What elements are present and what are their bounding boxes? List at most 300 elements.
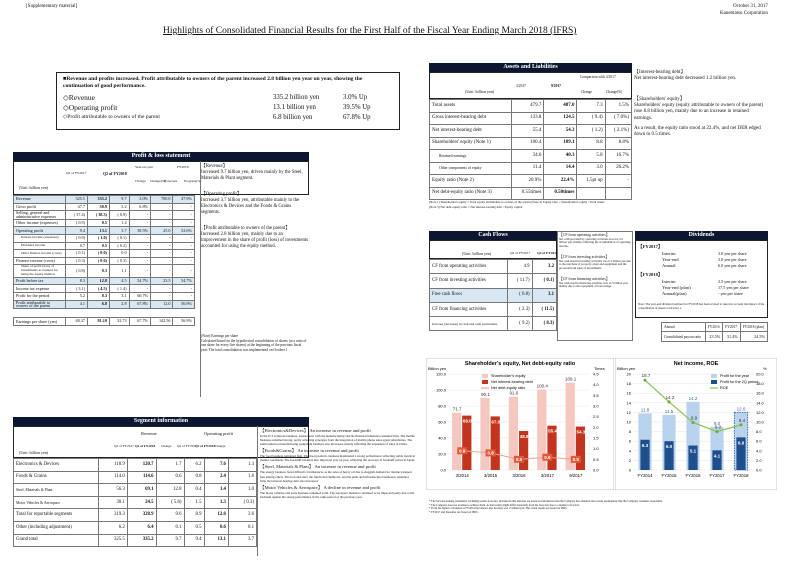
segment-cell: 114.0 xyxy=(99,471,128,484)
pl-cell: 1.4 xyxy=(109,219,129,227)
cashflow-row xyxy=(430,274,557,288)
pl-row-label: Revenue xyxy=(14,196,66,204)
segment-cell: 56.3 xyxy=(99,484,128,497)
cashflow-notes xyxy=(557,231,633,341)
assets-row-label: Other components of equity xyxy=(430,162,512,175)
pl-cell: - xyxy=(129,219,151,227)
pl-row-label: Finance income (costs) xyxy=(14,257,66,265)
segment-table xyxy=(13,458,257,547)
chart1-bar-label: 54.3 xyxy=(576,429,586,435)
chart2-bar-year-label: 11.5 xyxy=(664,408,674,414)
div-note: Note: The year-end dividend payment for FY2018 has been revised to take into account the impact of the consolidation of shares at October 1. xyxy=(638,302,765,310)
pl-cell: - xyxy=(173,203,195,211)
segment-row-label: Motor Vehicles & Aerospace xyxy=(14,496,99,509)
cashflow-row-label: CF from operating activities xyxy=(430,260,508,274)
pl-col-q2-2018: Q2 of FY2018 xyxy=(103,171,127,176)
dividend-value: 6.0 yen per share xyxy=(718,263,747,268)
chart2-roe-point xyxy=(716,430,719,433)
pl-col-change-pct: Change(%) xyxy=(150,179,166,183)
chart1-y2tick: 1.5 xyxy=(593,435,599,441)
summary-value: 6.8 billion yen xyxy=(273,114,313,121)
cashflow-row-label: CF from investing activities xyxy=(430,274,508,288)
chart1-bar-label: 100.4 xyxy=(536,383,548,389)
assets-row xyxy=(430,187,632,200)
pl-cell: - xyxy=(151,292,173,300)
chart2-bar-2q-label: 6.3 xyxy=(641,442,649,448)
chart1-y2tick: 4.0 xyxy=(593,382,599,388)
page-title: Highlights of Consolidated Financial Results for the First Half of the Fiscal Year Ending March 2018 (IFRS) xyxy=(163,26,577,36)
dividend-label: Year-end xyxy=(662,257,679,262)
summary-change: 39.5% Up xyxy=(343,104,371,111)
segment-row xyxy=(14,459,257,472)
segment-unit: (Unit: billion yen) xyxy=(19,450,49,455)
chart1-bar-label: 71.7 xyxy=(452,406,462,412)
chart1-unit-left: Billion yen xyxy=(428,366,447,371)
segment-cell: 7.6 xyxy=(204,459,228,472)
segment-row xyxy=(14,471,257,484)
segment-row xyxy=(14,496,257,509)
segment-cell: 6.4 xyxy=(127,521,156,534)
chart1-bar-label: 109.1 xyxy=(565,376,577,382)
chart2-ytick: 2 xyxy=(628,457,631,463)
footnote: * The Company does not promise to achieve them. Actual results might differ materially from the forecasts due to a number of factors. xyxy=(429,503,580,507)
segment-row-label: Electronics & Devices xyxy=(14,459,99,472)
segment-cell: 0.5 xyxy=(184,521,204,534)
chart2-ytick: 6 xyxy=(628,438,631,444)
summary-box xyxy=(56,72,400,130)
chart2-bar-year-label: 12.0 xyxy=(736,406,746,412)
pl-row-label: Selling, general and administrative expenses xyxy=(14,211,66,220)
payout-row xyxy=(662,332,768,342)
pl-col-q2-2017: Q2 of FY2017 xyxy=(66,171,87,175)
segment-cell: 319.3 xyxy=(99,509,128,522)
assets-side-head: 【Interest-bearing debt】 xyxy=(634,70,686,75)
assets-cell: 14.4 xyxy=(544,162,577,175)
pl-cell: 1.1 xyxy=(109,265,129,277)
assets-side-text: Net interest-bearing debt decreased 1.2 billion yen. xyxy=(634,76,737,82)
assets-cell: ( 7.0%) xyxy=(605,112,631,125)
pl-cell: - xyxy=(173,285,195,293)
chart2-bar-year-label: 9.0 xyxy=(713,420,721,426)
chart2-title: Net income, ROE xyxy=(673,361,719,367)
pl-cell: - xyxy=(173,242,195,250)
pl-cell: 48.37 xyxy=(66,318,88,326)
pl-cell: ( 0.9) xyxy=(109,211,129,220)
segment-note-text: In the ICT solutions business, transactions with the manufacturing and the financial industries remained firm. The mobile business remained strong, partly reflecting synergies from the integration of mobile phone sales agent subsidiaries. The semiconductor manufacturing equipment business also increased, mainly reflecting the expansion of sales in China. xyxy=(260,434,415,447)
pl-row-label: Dividend income xyxy=(14,242,66,250)
dividend-label: Annual xyxy=(662,263,676,268)
pl-cell: ( 0.3) xyxy=(109,257,129,265)
seg-col-6: Change xyxy=(215,444,226,448)
segment-cell: 114.6 xyxy=(127,471,156,484)
assets-row xyxy=(430,100,632,113)
chart1-ytick: 80.0 xyxy=(438,403,446,409)
pl-row-label: Income tax expense xyxy=(14,285,66,293)
chart2-ytick: 0 xyxy=(628,467,631,473)
pl-row xyxy=(14,292,195,300)
segment-cell: 0.6 xyxy=(156,471,184,484)
assets-row-label: Net interest-bearing debt xyxy=(430,125,512,138)
chart2-bar-2q-label: 4.1 xyxy=(713,453,721,459)
pl-cell: ( 3.1) xyxy=(66,285,88,293)
assets-cell xyxy=(605,187,631,200)
segment-cell: ( 5.6) xyxy=(156,496,184,509)
pl-cell: ( 0.3) xyxy=(66,257,88,265)
chart1-legend-label: Net debt-equity ratio xyxy=(491,386,526,390)
payout-value: 23.5% xyxy=(705,332,722,342)
chart1-y2tick: 1.0 xyxy=(593,446,599,452)
pl-cell: - xyxy=(129,242,151,250)
assets-compare: Comparison with 3/2017 xyxy=(580,75,616,79)
pl-cell: - xyxy=(151,285,173,293)
payout-table xyxy=(661,322,768,342)
segment-note-text: The energy business faced difficult circumstances as the sales of heavy oil due to sluggish demand for marine transport fuel among others. The iron and steel, the functional chemicals, and the plant and infrastructure businesses remained firm. Net interest-bearing debt also increased. xyxy=(260,470,412,483)
chart2-bar-2q-label: 5.1 xyxy=(689,448,697,454)
chart2-unit-right: % xyxy=(763,366,767,371)
summary-change: 3.0% Up xyxy=(343,94,368,101)
assets-cell: ( 1.2) xyxy=(577,125,605,138)
segment-row xyxy=(14,521,257,534)
pl-col-progress: Progress(%) xyxy=(184,179,202,183)
pl-cell: 0.5 xyxy=(87,219,109,227)
assets-col-4: Change(%) xyxy=(606,90,623,94)
pl-cell: 9.7 xyxy=(109,196,129,204)
chart2-y2tick: 8.0 xyxy=(756,429,762,435)
chart1-bar-label: 55.4 xyxy=(548,428,557,434)
pl-cell: 56.9% xyxy=(173,300,195,309)
chart1-der-label: 0.8 xyxy=(487,450,494,456)
pl-cell: 50.9 xyxy=(87,203,109,211)
assets-row-label: Total assets xyxy=(430,100,512,113)
pl-cell: 54.7% xyxy=(173,277,195,285)
pl-cell: ( 0.0) xyxy=(87,250,109,258)
pl-cell: 3.0% xyxy=(129,196,151,204)
chart2-ytick: 14 xyxy=(626,400,631,406)
chart2-roe-point xyxy=(644,379,647,382)
chart1-y2tick: 4.5 xyxy=(593,371,599,377)
pl-row-label: Interest income (expenses) xyxy=(14,234,66,242)
segment-cell: 1.5 xyxy=(184,496,204,509)
seg-col-5: Q2 of FY2018 xyxy=(195,444,216,448)
assets-cell: 100.4 xyxy=(512,137,544,150)
pl-cell: 142.56 xyxy=(151,318,173,326)
pl-row-label: Other finance income (costs) xyxy=(14,250,66,258)
assets-cell: 16.7% xyxy=(605,150,631,163)
assets-cell: 55.4 xyxy=(512,125,544,138)
pl-row xyxy=(14,227,195,235)
chart1-der-label: 0.5 xyxy=(572,457,579,463)
segment-note-text: The motor vehicles and parts business remained solid. The aerospace business continued to be impacted partly due to the backlash against the strong performance in the same period of the previous year. xyxy=(260,490,415,499)
pl-cell: - xyxy=(173,257,195,265)
payout-col: FY2017 xyxy=(723,323,740,332)
segment-cell: 1.0 xyxy=(228,484,256,497)
pl-notes xyxy=(200,161,309,397)
cashflow-row xyxy=(430,302,557,316)
chart2-legend-swatch xyxy=(711,380,717,384)
payout-header xyxy=(662,323,768,332)
pl-cell: 3.2 xyxy=(109,203,129,211)
pl-cell: ( 0.8) xyxy=(66,265,88,277)
cashflow-cell: ( 2.3) xyxy=(508,302,533,316)
pl-cell: 32.73 xyxy=(109,318,129,326)
cashflow-cell: ( 8.3) xyxy=(532,317,556,331)
pl-unit: (Unit: billion yen) xyxy=(19,185,49,190)
chart2-y2tick: 12.0 xyxy=(756,409,764,415)
payout-col: FY2018 (plan) xyxy=(740,323,767,332)
pl-cell: 54.7% xyxy=(129,277,151,285)
note-eps-head: (Note) Earnings per share xyxy=(201,334,239,338)
pl-cell: 6.8% xyxy=(129,203,151,211)
dividend-value: - yen per share xyxy=(718,291,743,296)
assets-col-3: Change xyxy=(581,90,592,94)
pl-title: Profit & loss statement xyxy=(13,152,309,161)
div-fy2018: 【FY2018】 xyxy=(638,272,663,277)
pl-cell: ( 0.9) xyxy=(66,219,88,227)
pl-cell: - xyxy=(129,234,151,242)
pl-row xyxy=(14,234,195,242)
chart1-legend-label: Shareholder's equity xyxy=(491,374,526,378)
segment-notes xyxy=(257,426,415,556)
chart1-bar-label: 90.1 xyxy=(481,391,490,397)
cashflow-cell: 3.2 xyxy=(532,260,556,274)
assets-cell: 8.8% xyxy=(605,137,631,150)
pl-cell: ( 0.6) xyxy=(87,257,109,265)
pl-cell: ( 0.9) xyxy=(66,234,88,242)
assets-note-1: (Note 1) Shareholder's equity = Total equity attributable to owners of the parent (Note 2) Equity ratio = Shareholder's equity / Total assets xyxy=(429,200,605,204)
pl-cell: 3.1 xyxy=(109,292,129,300)
seg-col-2: Q2 of FY2018 xyxy=(135,444,156,448)
segment-note-head: 【Foods&Grains】 An increase in revenue and profit xyxy=(260,448,359,454)
pl-cell: - xyxy=(173,211,195,220)
chart2-y2tick: 0.0 xyxy=(756,467,762,473)
cashflow-header-box xyxy=(429,240,557,259)
segment-cell: 2.4 xyxy=(204,471,228,484)
assets-row-label: Equity ratio (Note 2) xyxy=(430,175,512,188)
cashflow-cell: ( 11.5) xyxy=(532,302,556,316)
segment-row xyxy=(14,484,257,497)
assets-cell: 479.7 xyxy=(512,100,544,113)
pl-cell: - xyxy=(151,250,173,258)
assets-cell xyxy=(577,187,605,200)
pl-cell: - xyxy=(151,257,173,265)
cashflow-cell: 3.1 xyxy=(532,288,556,302)
pl-cell: 325.5 xyxy=(66,196,88,204)
footnote: * FY2017 and thereafter are based on IFRS. xyxy=(429,510,479,514)
pl-cell: 3.7 xyxy=(109,227,129,235)
chart1-ytick: 100.0 xyxy=(435,387,446,393)
pl-cell: - xyxy=(151,219,173,227)
pl-cell: - xyxy=(151,242,173,250)
assets-row xyxy=(430,150,632,163)
chart1-legend-swatch xyxy=(482,380,488,384)
segment-cell: ( 0.3) xyxy=(228,496,256,509)
assets-row xyxy=(430,175,632,188)
chart2-roe-point xyxy=(668,400,671,403)
cashflow-row xyxy=(430,288,557,302)
chart2-y2tick: 16.0 xyxy=(756,390,764,396)
dividend-value: 3.5 yen per share xyxy=(718,279,747,284)
segment-group-op: Operating profit xyxy=(204,431,234,436)
payout-label: Consolidated payout ratio xyxy=(662,332,706,342)
company-name: Kanematsu Corporation xyxy=(720,11,768,16)
seg-col-4: Q2 of FY2017 xyxy=(177,444,197,448)
pl-cell: 25.0 xyxy=(151,227,173,235)
note-op: Increased 3.7 billion yen, attributable mainly to the Electronics & Devices and the Foods & Grains segments. xyxy=(201,198,300,215)
pl-cell: 0.7 xyxy=(66,242,88,250)
assets-cell: 124.5 xyxy=(544,112,577,125)
chart1-bar-label: 48.8 xyxy=(519,433,529,439)
chart2-legend-label: ROE xyxy=(720,386,729,390)
segment-cell: 0.8 xyxy=(184,471,204,484)
dividend-value: 17.5 yen per share xyxy=(718,285,749,290)
dividend-label: Annual(plan) xyxy=(662,291,687,296)
chart1-legend-label: Net interest-bearing debt xyxy=(491,380,533,384)
cashflow-cell: 4.9 xyxy=(508,260,533,274)
note-revenue: Increased 9.7 billion yen, driven mainly by the Steel, Materials & Plant segment. xyxy=(201,170,303,181)
assets-cell: 487.0 xyxy=(544,100,577,113)
pl-cell: - xyxy=(129,265,151,277)
assets-cell: 26.2% xyxy=(605,162,631,175)
cashflow-note-text: Net cash used in financing activities was 11.5 billion yen, mainly due to the repayment of borrowings. xyxy=(559,280,629,289)
segment-cell: 9.6 xyxy=(156,509,184,522)
segment-cell: 9.4 xyxy=(184,534,204,547)
assets-col-2: 9/2017 xyxy=(551,84,561,88)
chart2-y2tick: 18.0 xyxy=(756,381,764,387)
pl-cell: 67.7% xyxy=(129,318,151,326)
assets-side-notes xyxy=(634,69,766,187)
dividend-value: 3.0 yen per share xyxy=(718,251,747,256)
cashflow-title: Cash Flows xyxy=(429,231,557,240)
segment-cell: 0.1 xyxy=(156,521,184,534)
pl-cell: 2.8 xyxy=(109,300,129,309)
pl-row xyxy=(14,242,195,250)
segment-cell: 9.7 xyxy=(156,534,184,547)
chart1-y2tick: 3.5 xyxy=(593,392,599,398)
pl-cell: ( 0.2) xyxy=(109,242,129,250)
cashflow-cell: ( 9.2) xyxy=(508,317,533,331)
pl-cell: 56.9% xyxy=(173,318,195,326)
pl-row xyxy=(14,300,195,309)
chart1-ytick: 0.0 xyxy=(440,467,446,473)
pl-col-yoy: Year-on-year xyxy=(135,165,154,169)
note-op-head: 【Operating profit】 xyxy=(201,192,242,197)
cashflow-row xyxy=(430,260,557,274)
assets-cell: 11.4 xyxy=(512,162,544,175)
segment-cell: 0.1 xyxy=(228,521,256,534)
chart1-y2tick: 0.5 xyxy=(593,456,599,462)
assets-cell: 133.8 xyxy=(512,112,544,125)
pl-cell: 335.2 xyxy=(87,196,109,204)
chart2-xtick: FY2014 xyxy=(637,473,653,478)
chart1-title: Shareholder's equity, Net debt-equity ratio xyxy=(464,361,576,367)
dividend-value: 3.0 yen per share xyxy=(718,257,747,262)
pl-cell: ( 4.5) xyxy=(87,285,109,293)
pl-col-forecasts: Forecasts xyxy=(164,179,178,183)
chart2-ytick: 20 xyxy=(626,371,631,377)
segment-cell: 69.1 xyxy=(127,484,156,497)
pl-cell: - xyxy=(173,219,195,227)
assets-header-box xyxy=(429,72,632,99)
chart2-y2tick: 2.0 xyxy=(756,457,762,463)
chart1-xtick: 3/2015 xyxy=(484,473,498,478)
chart2-legend-swatch xyxy=(711,374,717,378)
pl-cell: 23.5 xyxy=(151,277,173,285)
chart2-roe-point xyxy=(740,423,743,426)
cf-col-2: Q2 of FY2018 xyxy=(537,251,558,255)
assets-cell: 109.1 xyxy=(544,137,577,150)
segment-title: Segment information xyxy=(13,417,309,426)
segment-cell: 0.4 xyxy=(184,484,204,497)
segment-cell: 1.7 xyxy=(156,459,184,472)
chart1-der-label: 0.6 xyxy=(544,454,551,460)
chart1-ytick: 120.0 xyxy=(435,371,446,377)
pl-row xyxy=(14,196,195,204)
pl-cell: ( 1.0) xyxy=(87,234,109,242)
assets-row-label: Retained earnings xyxy=(430,150,512,163)
segment-note-head: 【Motor Vehicles & Aerospace】 A decline in revenue and profit xyxy=(260,484,381,490)
pl-cell: 60.7% xyxy=(129,292,151,300)
chart1-unit-right: Times xyxy=(594,366,605,371)
footnotes xyxy=(429,500,769,514)
cashflow-cell: ( 6.8) xyxy=(508,288,533,302)
pl-cell: ( 37.4) xyxy=(66,211,88,220)
assets-cell: 1.5pt up xyxy=(577,175,605,188)
pl-cell: ( 0.1) xyxy=(66,250,88,258)
pl-cell: - xyxy=(151,211,173,220)
chart1-y2tick: 2.5 xyxy=(593,414,599,420)
chart1-legend-swatch xyxy=(482,374,488,378)
pl-cell: 39.5% xyxy=(129,227,151,235)
assets-col-1: 3/2017 xyxy=(516,84,526,88)
segment-row-label: Steel, Materials & Plant xyxy=(14,484,99,497)
chart2-y2tick: 10.0 xyxy=(756,419,764,425)
segment-cell: 335.2 xyxy=(127,534,156,547)
cashflow-cell: ( 0.1) xyxy=(532,274,556,288)
note-revenue-head: 【Revenue】 xyxy=(201,164,228,169)
div-fy2017: 【FY2017】 xyxy=(638,244,663,249)
assets-row xyxy=(430,162,632,175)
chart2-ytick: 18 xyxy=(626,381,631,387)
assets-cell: 0.55times xyxy=(512,187,544,200)
assets-title: Assets and Liabilities xyxy=(429,63,632,72)
chart1-bar xyxy=(452,413,461,470)
pl-cell: 47.7 xyxy=(66,203,88,211)
chart2-roe-label: 9.4 xyxy=(738,417,746,423)
cf-col-1: Q2 of FY2017 xyxy=(510,251,531,255)
dividend-label: Year-end (plan) xyxy=(662,285,691,290)
summary-change: 67.8% Up xyxy=(343,114,371,121)
chart2-bar-year-label: 11.8 xyxy=(640,407,650,413)
chart2-xtick: FY2018 xyxy=(733,473,749,478)
segment-cell: 12.8 xyxy=(156,484,184,497)
supplementary-label: [Supplementary material] xyxy=(26,4,78,9)
cashflow-table xyxy=(429,259,557,331)
chart1-y2tick: 3.0 xyxy=(593,403,599,409)
pl-cell: - xyxy=(129,285,151,293)
pl-cell: 81.10 xyxy=(87,318,109,326)
note-pat: Increased 2.8 billion yen, mainly due to an improvement in the share of profit (loss) of investments accounted for using the equity method. xyxy=(201,232,309,249)
chart1-ytick: 40.0 xyxy=(438,435,446,441)
chart1-xtick: 3/2016 xyxy=(512,473,526,478)
pl-cell: - xyxy=(129,211,151,220)
segment-cell: 6.2 xyxy=(184,459,204,472)
assets-row-label: Gross interest-bearing debt xyxy=(430,112,512,125)
chart2-roe-label: 18.7 xyxy=(641,373,651,379)
pl-row xyxy=(14,285,195,293)
assets-cell: 0.50times xyxy=(544,187,577,200)
segment-cell: 325.5 xyxy=(99,534,128,547)
segment-cell: 1.3 xyxy=(204,496,228,509)
